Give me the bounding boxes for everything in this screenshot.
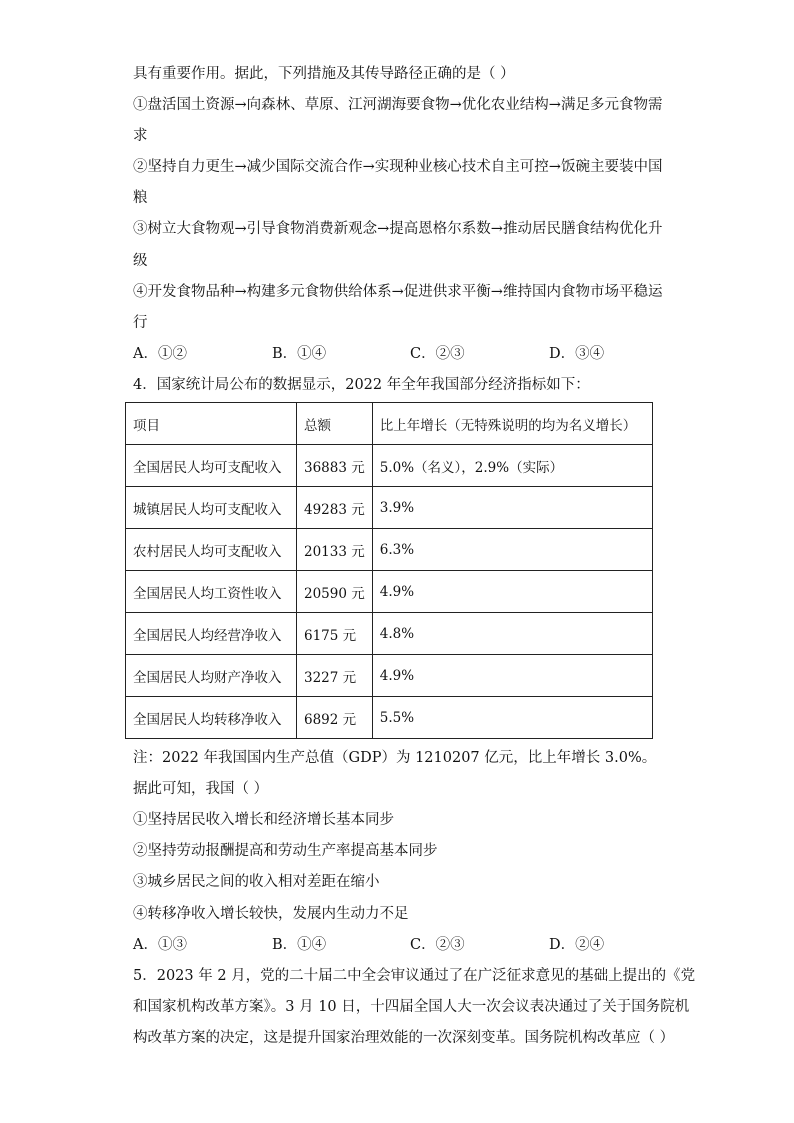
table-cell: 3227 元 — [297, 655, 373, 697]
q3-option-c[interactable]: C．②③ — [410, 346, 465, 362]
table-cell: 20590 元 — [297, 571, 373, 613]
q4-note: 注：2022 年我国国内生产总值（GDP）为 1210207 亿元，比上年增长 3.0%。 — [133, 750, 657, 766]
q4-option-b[interactable]: B．①④ — [272, 937, 327, 953]
q3-item3-line2: 级 — [133, 253, 148, 269]
q5-line3: 构改革方案的决定，这是提升国家治理效能的一次深刻变革。国务院机构改革应（ ） — [133, 1030, 675, 1046]
q5-line2: 和国家机构改革方案》。3 月 10 日，十四届全国人大一次会议表决通过了关于国务院机 — [133, 999, 690, 1015]
table-cell: 全国居民人均工资性收入 — [126, 571, 297, 613]
table-cell: 20133 元 — [297, 529, 373, 571]
q3-item2-line2: 粮 — [133, 190, 148, 206]
q3-option-d[interactable]: D．③④ — [549, 346, 605, 362]
table-cell: 全国居民人均可支配收入 — [126, 445, 297, 487]
table-cell: 6.3% — [372, 529, 652, 571]
table-cell: 36883 元 — [297, 445, 373, 487]
table-header-cell: 总额 — [297, 403, 373, 445]
table-cell: 49283 元 — [297, 487, 373, 529]
q4-item3: ③城乡居民之间的收入相对差距在缩小 — [133, 874, 380, 890]
q3-item1-line1: ①盘活国土资源→向森林、草原、江河湖海要食物→优化农业结构→满足多元食物需 — [133, 97, 663, 113]
q4-stem: 4．国家统计局公布的数据显示，2022 年全年我国部分经济指标如下： — [133, 377, 590, 393]
table-cell: 4.9% — [372, 571, 652, 613]
q3-item2-line1: ②坚持自力更生→减少国际交流合作→实现种业核心技术自主可控→饭碗主要装中国 — [133, 159, 663, 175]
table-header-cell: 比上年增长（无特殊说明的均为名义增长） — [372, 403, 652, 445]
table-row — [126, 445, 653, 487]
table-row — [126, 571, 653, 613]
table-cell: 全国居民人均财产净收入 — [126, 655, 297, 697]
table-row — [126, 529, 653, 571]
q4-option-a[interactable]: A．①③ — [133, 937, 187, 953]
q3-stem-end: 具有重要作用。据此，下列措施及其传导路径正确的是（ ） — [133, 66, 515, 82]
table-cell: 全国居民人均经营净收入 — [126, 613, 297, 655]
q3-item1-line2: 求 — [133, 128, 148, 144]
table-row — [126, 487, 653, 529]
q4-item4: ④转移净收入增长较快，发展内生动力不足 — [133, 906, 409, 922]
table-cell: 全国居民人均转移净收入 — [126, 697, 297, 739]
table-cell: 城镇居民人均可支配收入 — [126, 487, 297, 529]
table-header-row — [126, 403, 653, 445]
income-table — [125, 402, 653, 739]
table-cell: 4.9% — [372, 655, 652, 697]
table-cell: 6175 元 — [297, 613, 373, 655]
table-cell: 4.8% — [372, 613, 652, 655]
table-header-cell: 项目 — [126, 403, 297, 445]
table-cell: 5.5% — [372, 697, 652, 739]
q3-item4-line1: ④开发食物品种→构建多元食物供给体系→促进供求平衡→维持国内食物市场平稳运 — [133, 284, 663, 300]
q5-line1: 5．2023 年 2 月，党的二十届二中全会审议通过了在广泛征求意见的基础上提出的《党 — [133, 968, 696, 984]
table-row — [126, 655, 653, 697]
q3-option-b[interactable]: B．①④ — [272, 346, 327, 362]
q4-prompt: 据此可知，我国（ ） — [133, 781, 269, 797]
table-row — [126, 613, 653, 655]
table-cell: 6892 元 — [297, 697, 373, 739]
table-row — [126, 697, 653, 739]
table-cell: 农村居民人均可支配收入 — [126, 529, 297, 571]
q3-item3-line1: ③树立大食物观→引导食物消费新观念→提高恩格尔系数→推动居民膳食结构优化升 — [133, 221, 663, 237]
q4-item1: ①坚持居民收入增长和经济增长基本同步 — [133, 812, 394, 828]
q3-item4-line2: 行 — [133, 315, 148, 331]
table-cell: 5.0%（名义），2.9%（实际） — [372, 445, 652, 487]
q3-option-a[interactable]: A．①② — [133, 346, 187, 362]
q4-option-d[interactable]: D．②④ — [549, 937, 605, 953]
q4-item2: ②坚持劳动报酬提高和劳动生产率提高基本同步 — [133, 843, 438, 859]
q4-option-c[interactable]: C．②③ — [410, 937, 465, 953]
table-cell: 3.9% — [372, 487, 652, 529]
